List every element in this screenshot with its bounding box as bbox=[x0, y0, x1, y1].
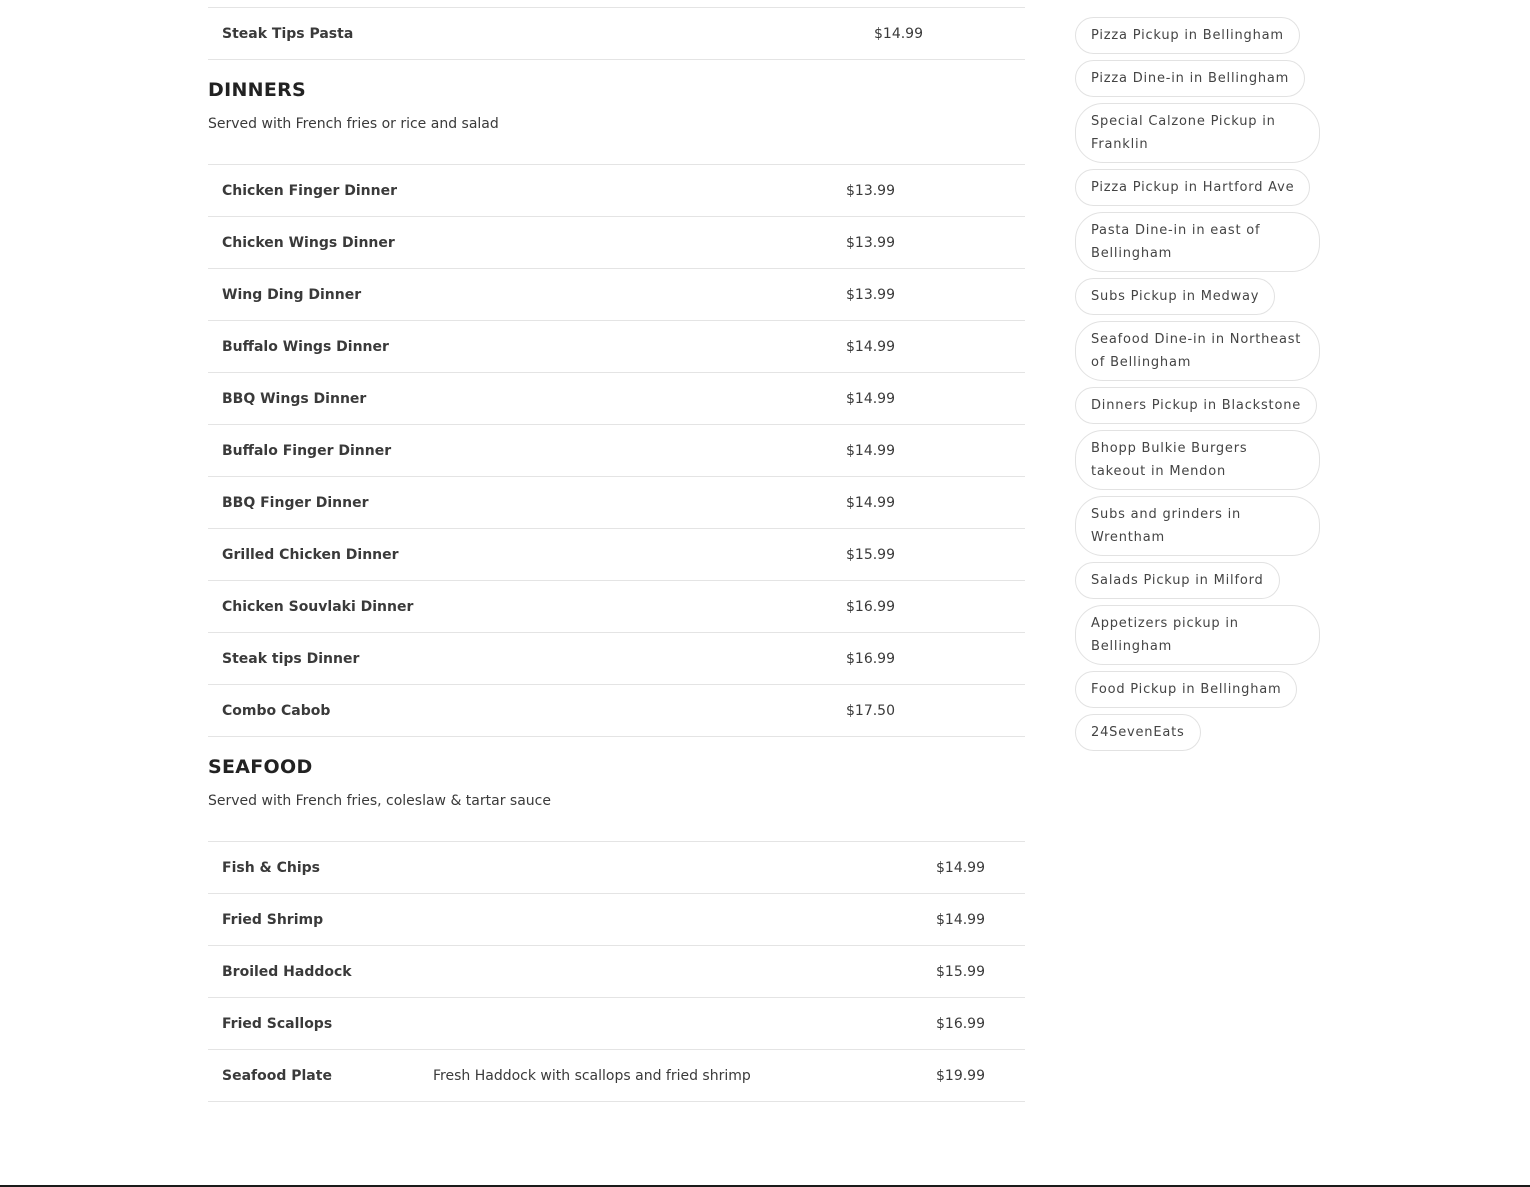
menu-item-name: Broiled Haddock bbox=[222, 963, 352, 980]
tag-link[interactable]: 24SevenEats bbox=[1075, 714, 1201, 751]
menu-item-row bbox=[208, 685, 1025, 737]
menu-item-name: Steak Tips Pasta bbox=[222, 25, 354, 42]
menu-item-name: Chicken Souvlaki Dinner bbox=[222, 598, 414, 615]
menu-item-row bbox=[208, 1050, 1025, 1102]
seafood-list bbox=[208, 841, 1025, 1102]
tag-link[interactable]: Appetizers pickup in Bellingham bbox=[1075, 605, 1320, 665]
menu-item-price: $13.99 bbox=[846, 182, 895, 199]
menu-item-name: Buffalo Wings Dinner bbox=[222, 338, 389, 355]
menu-item-price: $16.99 bbox=[936, 1015, 985, 1032]
tag-link[interactable]: Pasta Dine-in in east of Bellingham bbox=[1075, 212, 1320, 272]
menu-item-row bbox=[208, 373, 1025, 425]
menu-item-price: $19.99 bbox=[936, 1067, 985, 1084]
menu-item-price: $13.99 bbox=[846, 286, 895, 303]
menu-item-row bbox=[208, 8, 1025, 60]
dinners-list bbox=[208, 164, 1025, 737]
menu-item-row bbox=[208, 633, 1025, 685]
menu-item-row bbox=[208, 217, 1025, 269]
menu-item-price: $15.99 bbox=[936, 963, 985, 980]
menu-item-row bbox=[208, 321, 1025, 373]
section-subtitle-seafood: Served with French fries, coleslaw & tartar sauce bbox=[208, 793, 551, 809]
menu-item-price: $13.99 bbox=[846, 234, 895, 251]
menu-item-name: Fried Shrimp bbox=[222, 911, 324, 928]
tag-link[interactable]: Pizza Pickup in Hartford Ave bbox=[1075, 169, 1310, 206]
tag-link[interactable]: Subs Pickup in Medway bbox=[1075, 278, 1275, 315]
tag-cloud bbox=[1075, 17, 1321, 751]
tag-link[interactable]: Pizza Dine-in in Bellingham bbox=[1075, 60, 1305, 97]
tag-link[interactable]: Bhopp Bulkie Burgers takeout in Mendon bbox=[1075, 430, 1320, 490]
menu-item-name: BBQ Wings Dinner bbox=[222, 390, 367, 407]
tag-link[interactable]: Food Pickup in Bellingham bbox=[1075, 671, 1297, 708]
menu-item-row bbox=[208, 946, 1025, 998]
tag-link[interactable]: Salads Pickup in Milford bbox=[1075, 562, 1280, 599]
menu-item-price: $14.99 bbox=[936, 911, 985, 928]
menu-item-price: $14.99 bbox=[846, 338, 895, 355]
menu-item-price: $14.99 bbox=[846, 442, 895, 459]
menu-item-row bbox=[208, 477, 1025, 529]
menu-item-name: Wing Ding Dinner bbox=[222, 286, 362, 303]
menu-item-name: Steak tips Dinner bbox=[222, 650, 360, 667]
menu-item-price: $14.99 bbox=[874, 25, 923, 42]
menu-item-name: Fried Scallops bbox=[222, 1015, 333, 1032]
menu-item-row bbox=[208, 165, 1025, 217]
section-title-seafood: SEAFOOD bbox=[208, 756, 313, 778]
menu-item-price: $14.99 bbox=[846, 494, 895, 511]
menu-item-price: $16.99 bbox=[846, 598, 895, 615]
menu-item-name: Fish & Chips bbox=[222, 859, 321, 876]
menu-item-name: Seafood Plate bbox=[222, 1067, 332, 1084]
menu-item-row bbox=[208, 581, 1025, 633]
tag-link[interactable]: Special Calzone Pickup in Franklin bbox=[1075, 103, 1320, 163]
tag-link[interactable]: Seafood Dine-in in Northeast of Bellingham bbox=[1075, 321, 1320, 381]
menu-item-price: $16.99 bbox=[846, 650, 895, 667]
menu-item-price: $17.50 bbox=[846, 702, 895, 719]
menu-item-name: Chicken Finger Dinner bbox=[222, 182, 397, 199]
menu-item-price: $14.99 bbox=[846, 390, 895, 407]
seafood-section bbox=[208, 737, 1025, 1102]
menu-column bbox=[208, 0, 1025, 1102]
tag-link[interactable]: Dinners Pickup in Blackstone bbox=[1075, 387, 1317, 424]
menu-item-price: $14.99 bbox=[936, 859, 985, 876]
menu-item-name: Buffalo Finger Dinner bbox=[222, 442, 392, 459]
menu-item-row bbox=[208, 269, 1025, 321]
menu-item-row bbox=[208, 529, 1025, 581]
menu-item-description: Fresh Haddock with scallops and fried shrimp bbox=[433, 1067, 751, 1084]
menu-item-row bbox=[208, 425, 1025, 477]
tag-link[interactable]: Pizza Pickup in Bellingham bbox=[1075, 17, 1300, 54]
menu-item-name: Grilled Chicken Dinner bbox=[222, 546, 399, 563]
section-title-dinners: DINNERS bbox=[208, 79, 307, 101]
section-subtitle-dinners: Served with French fries or rice and salad bbox=[208, 116, 499, 132]
menu-item-name: Chicken Wings Dinner bbox=[222, 234, 395, 251]
menu-item-price: $15.99 bbox=[846, 546, 895, 563]
menu-item-name: Combo Cabob bbox=[222, 702, 331, 719]
menu-item-row bbox=[208, 842, 1025, 894]
divider bbox=[208, 0, 1025, 8]
tag-link[interactable]: Subs and grinders in Wrentham bbox=[1075, 496, 1320, 556]
menu-item-row bbox=[208, 894, 1025, 946]
menu-item-name: BBQ Finger Dinner bbox=[222, 494, 369, 511]
dinners-section bbox=[208, 60, 1025, 737]
menu-item-row bbox=[208, 998, 1025, 1050]
